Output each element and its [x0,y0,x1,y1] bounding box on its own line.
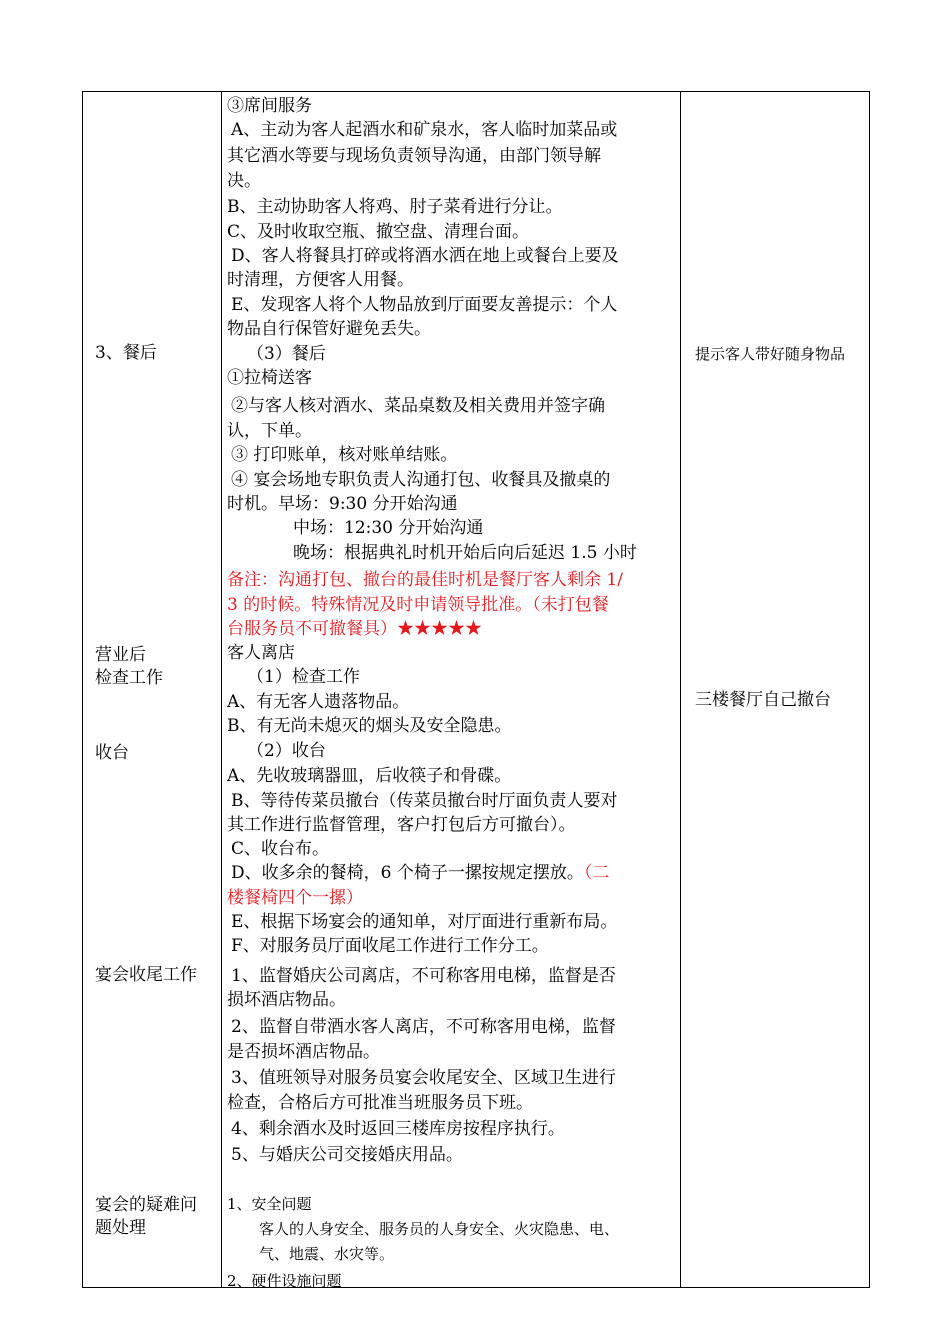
text-line: 其工作进行监督管理，客户打包后方可撤台）。 [227,815,576,835]
note-line: 楼餐椅四个一摞） [227,888,363,908]
text-line: 是否损坏酒店物品。 [227,1042,380,1062]
text-line: 1、安全问题 [227,1195,312,1213]
text-line: D、客人将餐具打碎或将酒水洒在地上或餐台上要及 [231,246,619,266]
text-line: 4、剩余酒水及时返回三楼库房按程序执行。 [231,1119,565,1139]
text-line: 晚场：根据典礼时机开始后向后延迟 1.5 小时 [293,543,637,563]
section-label: 收台 [95,743,129,763]
text-line: B、主动协助客人将鸡、肘子菜肴进行分让。 [227,197,563,217]
text-line: E、发现客人将个人物品放到厅面要友善提示：个人 [231,295,618,315]
text-line: ②与客人核对酒水、菜品桌数及相关费用并签字确 [231,396,605,416]
text-line: F、对服务员厅面收尾工作进行工作分工。 [231,936,549,956]
text-line: A、有无客人遗落物品。 [227,692,410,712]
text-line: B、等待传菜员撤台（传菜员撤台时厅面负责人要对 [231,791,618,811]
note-line: 3 的时候。特殊情况及时申请领导批准。（未打包餐 [227,595,609,615]
text-line: 5、与婚庆公司交接婚庆用品。 [231,1145,463,1165]
text-line: 其它酒水等要与现场负责领导沟通，由部门领导解 [227,146,601,166]
text-line: 气、地震、水灾等。 [259,1245,395,1263]
section-label: 宴会的疑难问 [95,1195,197,1215]
text-line: C、及时收取空瓶、撤空盘、清理台面。 [227,222,530,242]
text-line [231,861,609,885]
section-label: 检查工作 [95,668,163,688]
text-line: 中场：12:30 分开始沟通 [293,518,484,538]
note-line: 备注：沟通打包、撤台的最佳时机是餐厅客人剩余 1/ [227,570,623,590]
section-label: 3、餐后 [95,343,157,363]
note-line: 台服务员不可撤餐具）★★★★★ [227,619,482,639]
text-line: 1、监督婚庆公司离店，不可称客用电梯，监督是否 [231,966,616,986]
text-line: A、主动为客人起酒水和矿泉水，客人临时加菜品或 [231,120,618,140]
text-line: 2、硬件设施问题 [227,1272,342,1290]
text-line: C、收台布。 [231,839,330,859]
text-line: 检查，合格后方可批准当班服务员下班。 [227,1093,533,1113]
text-line: ③ 打印账单，核对账单结账。 [231,445,458,465]
left-column [83,92,221,1287]
text-line: A、先收玻璃器皿，后收筷子和骨碟。 [227,766,512,786]
text-line: 3、值班领导对服务员宴会收尾安全、区域卫生进行 [231,1068,616,1088]
text-line: 时清理，方便客人用餐。 [227,270,414,290]
text-line: （1）检查工作 [247,667,360,687]
text-segment: D、收多余的餐椅，6 个椅子一摞按规定摆放。 [231,863,584,883]
text-line: 认，下单。 [227,421,312,441]
remark-text: 三楼餐厅自己撤台 [695,690,831,710]
section-label: 营业后 [95,645,146,665]
text-line: 物品自行保管好避免丢失。 [227,319,431,339]
text-line: （3）餐后 [247,344,326,364]
text-line: 客人离店 [227,643,295,663]
note-segment: （二 [583,863,610,883]
text-line: B、有无尚未熄灭的烟头及安全隐患。 [227,716,512,736]
text-line: 客人的人身安全、服务员的人身安全、火灾隐患、电、 [259,1220,620,1238]
text-line: 时机。早场：9:30 分开始沟通 [227,494,458,514]
section-label: 题处理 [95,1218,146,1238]
text-line: E、根据下场宴会的通知单，对厅面进行重新布局。 [231,912,618,932]
section-label: 宴会收尾工作 [95,965,197,985]
text-line: ④ 宴会场地专职负责人沟通打包、收餐具及撤桌的 [231,470,611,490]
text-line: ①拉椅送客 [227,368,312,388]
middle-column [221,92,680,1290]
text-line: 2、监督自带酒水客人离店，不可称客用电梯，监督 [231,1017,616,1037]
remark-text: 提示客人带好随身物品 [695,345,846,363]
text-line: ③席间服务 [227,96,312,116]
content-table [82,91,870,1288]
text-line: （2）收台 [247,741,326,761]
text-line: 损坏酒店物品。 [227,990,346,1010]
right-column [680,92,870,1287]
text-line: 决。 [227,171,261,191]
